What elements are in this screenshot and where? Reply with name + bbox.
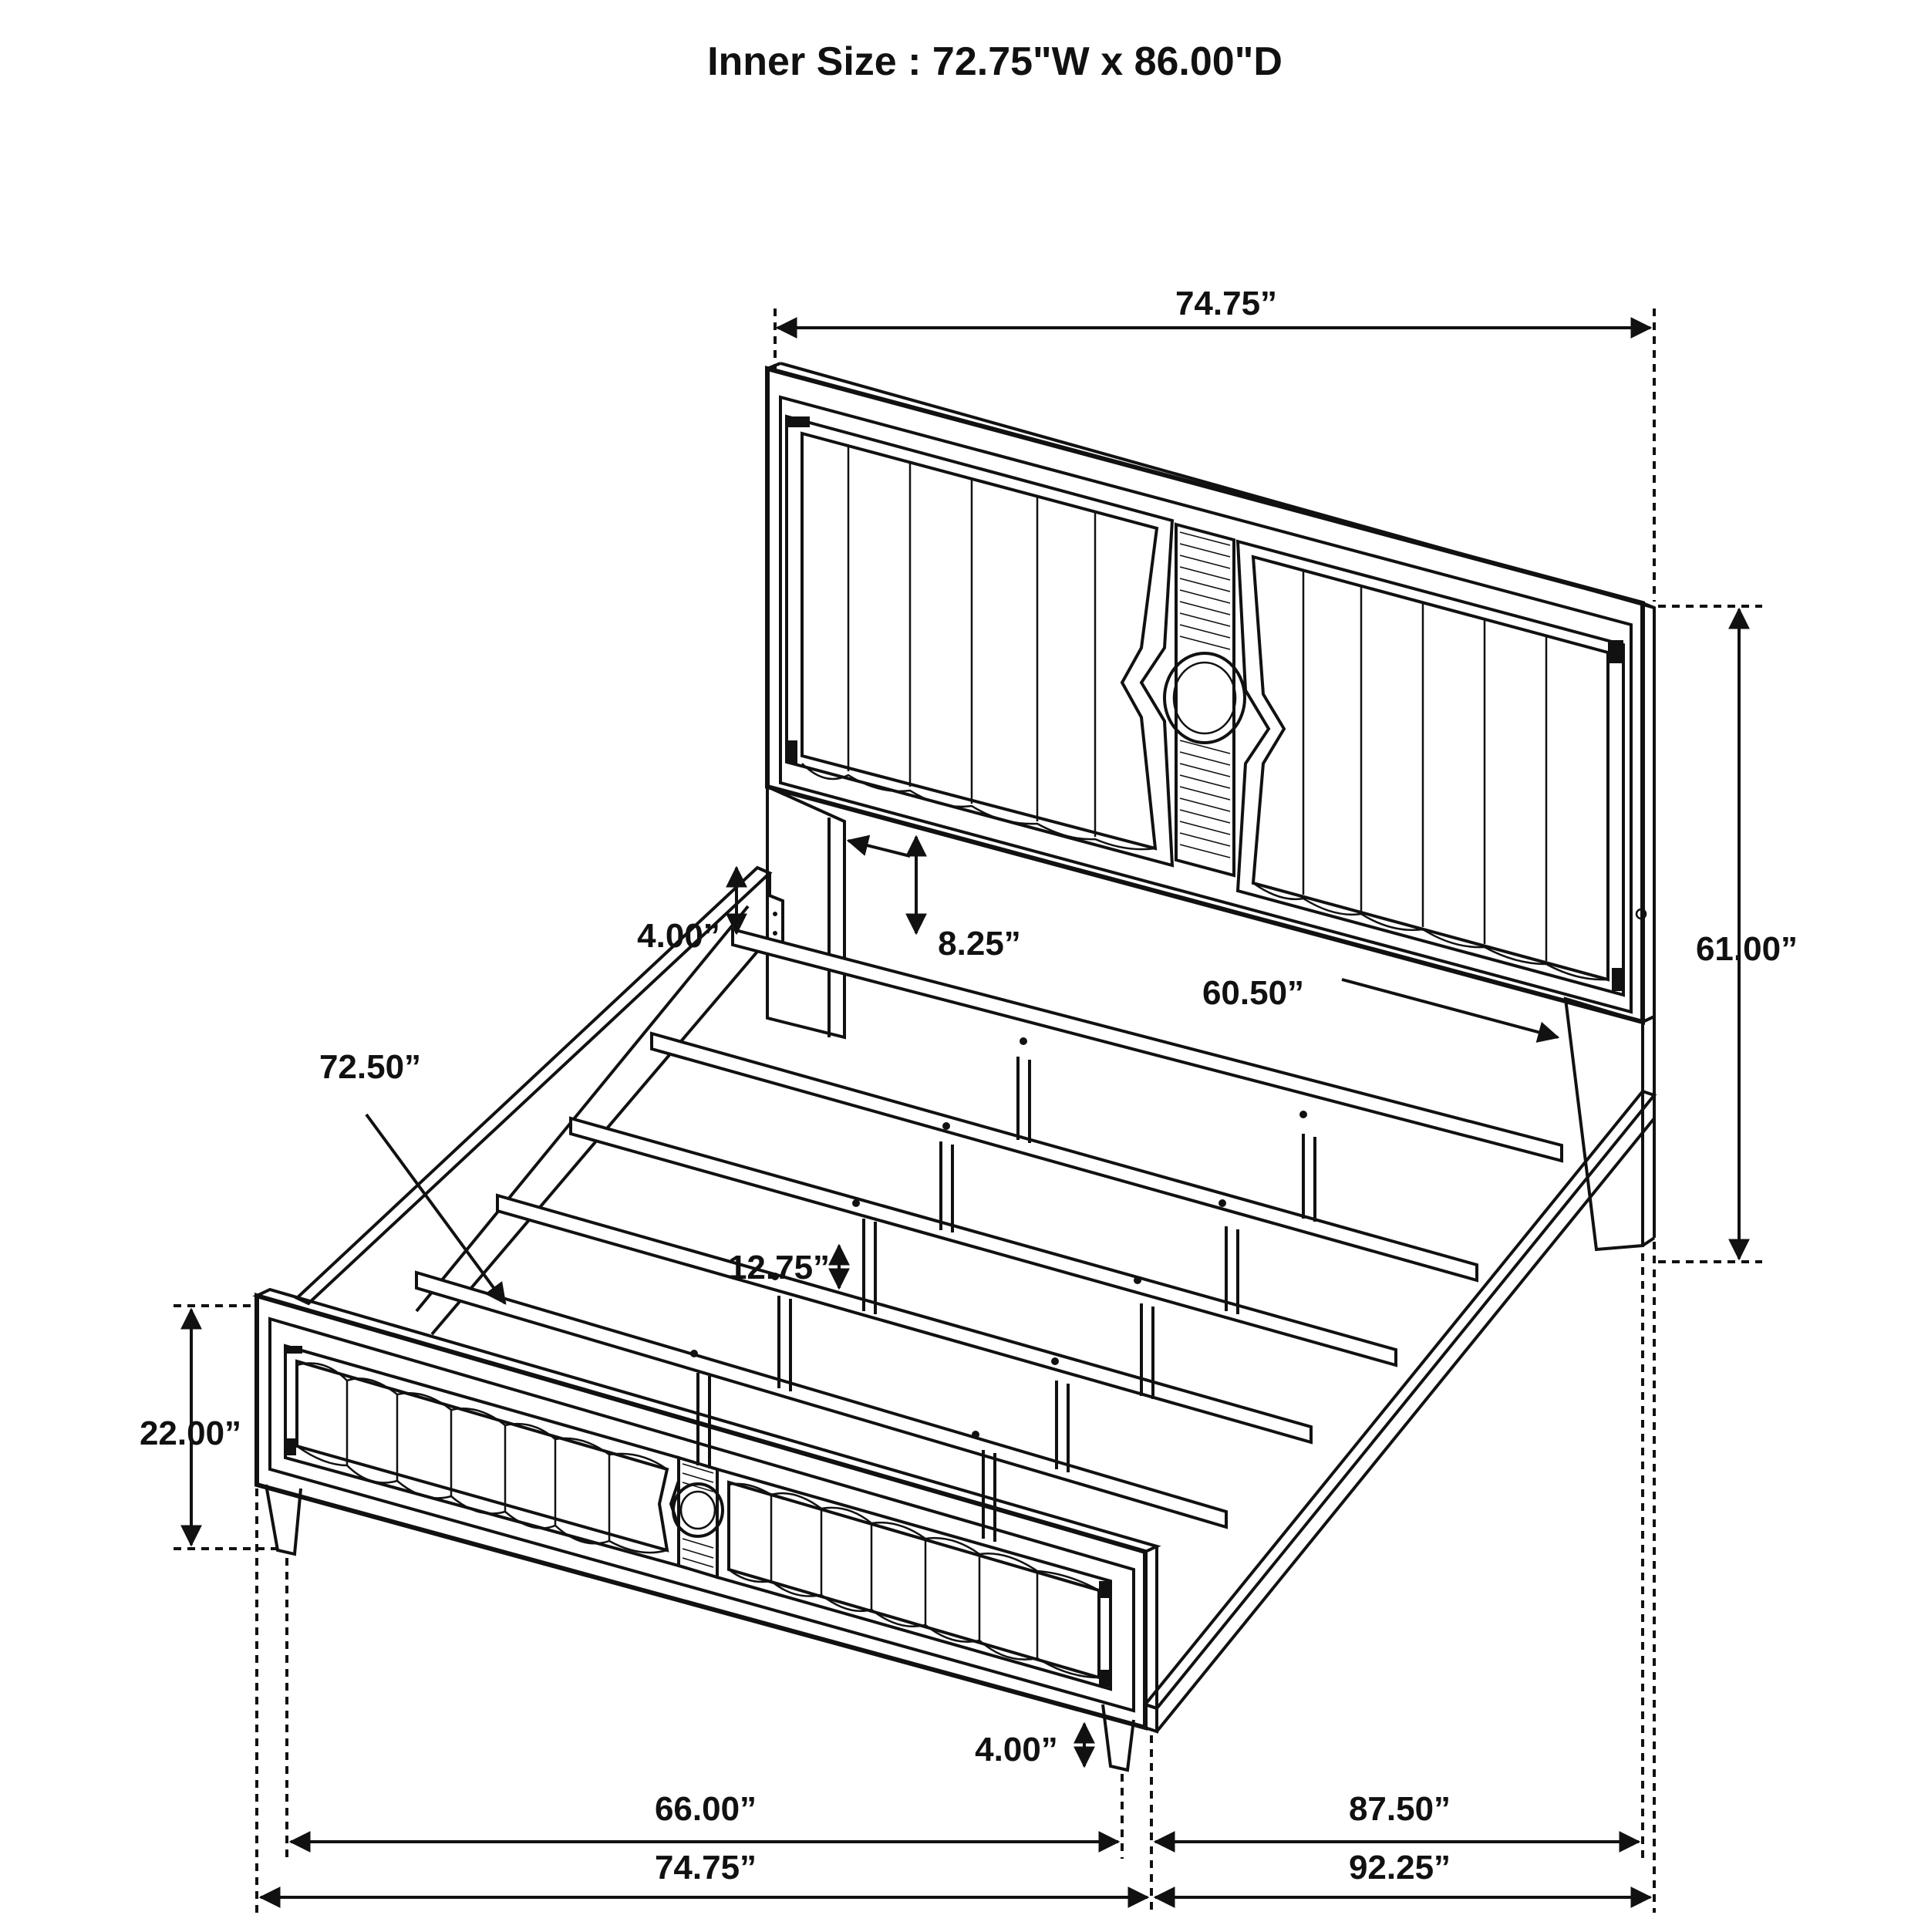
footboard-left-tufts xyxy=(297,1364,667,1553)
dimension-labels xyxy=(140,285,1798,1886)
slat-clearance-label: 8.25” xyxy=(938,925,1021,963)
slats xyxy=(416,929,1562,1542)
slat-spacing-label: 12.75” xyxy=(727,1249,831,1286)
dimension-lines xyxy=(174,309,1762,1913)
headboard-width-label: 74.75” xyxy=(1175,285,1278,322)
footboard-center-hatch xyxy=(683,1464,713,1567)
headboard-height-label: 61.00” xyxy=(1695,930,1798,968)
inner-length-label: 87.50” xyxy=(1348,1790,1451,1828)
headboard-center-hatch xyxy=(1180,532,1230,858)
footboard-height-label: 22.00” xyxy=(139,1414,242,1452)
inner-footboard-width-label: 66.00” xyxy=(654,1790,757,1828)
headboard-left-tufts xyxy=(802,446,1155,849)
side-rail-length-label: 72.50” xyxy=(319,1048,422,1086)
headboard-right-tufts xyxy=(1253,571,1608,979)
slat-length-label: 60.50” xyxy=(1202,974,1305,1012)
page-title: Inner Size : 72.75"W x 86.00"D xyxy=(707,39,1283,84)
overall-width-label: 74.75” xyxy=(654,1849,757,1886)
rail-height-label: 4.00” xyxy=(637,917,720,955)
overall-length-label: 92.25” xyxy=(1348,1849,1451,1886)
leg-height-label: 4.00” xyxy=(975,1731,1058,1768)
